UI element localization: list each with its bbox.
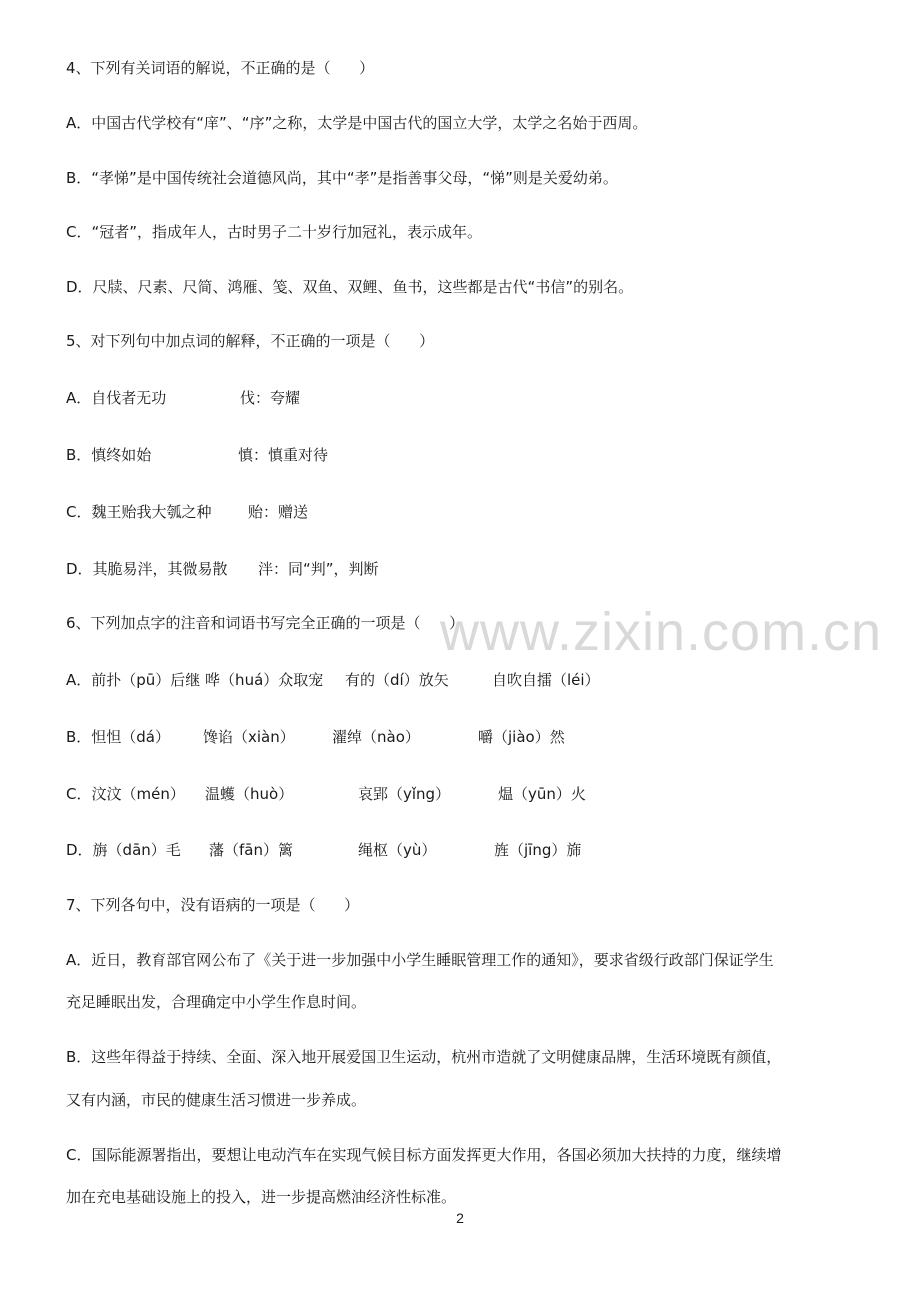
q6-option-b-part2: 馋谄（xiàn） — [203, 728, 295, 746]
q4-option-a: A．中国古代学校有“庠”、“序”之称，太学是中国古代的国立大学，太学之名始于西周。 — [66, 114, 648, 132]
q4-option-b: B．“孝悌”是中国传统社会道德风尚，其中“孝”是指善事父母，“悌”则是关爱幼弟。 — [66, 169, 618, 187]
q6-option-d-part2: 藩（fān）篱 — [209, 841, 293, 859]
q4-option-d: D．尺牍、尺素、尺简、鸿雁、笺、双鱼、双鲤、鱼书，这些都是古代“书信”的别名。 — [66, 278, 634, 296]
q6-option-d-part1: D．旃（dān）毛 — [66, 841, 181, 859]
q5-option-a-text: A．自伐者无功 — [66, 389, 167, 407]
q7-option-c-line2: 加在充电基础设施上的投入，进一步提高燃油经济性标准。 — [66, 1188, 457, 1206]
q6-option-a-part1: A．前扑（pū）后继 哗（huá）众取宠 — [66, 671, 324, 689]
q6-stem: 6、下列加点字的注音和词语书写完全正确的一项是（ ） — [66, 614, 465, 632]
q5-option-b-gloss: 慎：慎重对待 — [238, 446, 329, 464]
q5-option-b-text: B．慎终如始 — [66, 446, 152, 464]
q4-option-c: C．“冠者”，指成年人，古时男子二十岁行加冠礼，表示成年。 — [66, 223, 483, 241]
q5-option-d-text: D．其脆易泮，其微易散 — [66, 560, 228, 578]
q6-option-b-part1: B．怛怛（dá） — [66, 728, 171, 746]
q7-option-b-line1: B．这些年得益于持续、全面、深入地开展爱国卫生运动，杭州市造就了文明健康品牌，生活环境既有颜值， — [66, 1048, 782, 1066]
q5-option-c-text: C．魏王贻我大瓠之种 — [66, 503, 212, 521]
q6-option-d-part4: 旌（jīng）旆 — [494, 841, 582, 859]
q5-stem: 5、对下列句中加点词的解释，不正确的一项是（ ） — [66, 332, 435, 350]
q6-option-c-part3: 哀郢（yǐng） — [358, 785, 451, 803]
q7-option-b-line2: 又有内涵，市民的健康生活习惯进一步养成。 — [66, 1091, 367, 1109]
q5-option-a-gloss: 伐：夸耀 — [240, 389, 301, 407]
q7-option-a-line1: A．近日，教育部官网公布了《关于进一步加强中小学生睡眠管理工作的通知》，要求省级行政部门保证学生 — [66, 951, 774, 969]
q7-option-c-line1: C．国际能源署指出，要想让电动汽车在实现气候目标方面发挥更大作用，各国必须加大扶持的力度，继续增 — [66, 1146, 782, 1164]
q6-option-c-part1: C．汶汶（mén） — [66, 785, 185, 803]
page-number: 2 — [456, 1210, 464, 1226]
q6-option-c-part4: 煴（yūn）火 — [498, 785, 586, 803]
q6-option-d-part3: 绳枢（yù） — [358, 841, 437, 859]
watermark: www.zixin.com.cn — [440, 602, 883, 662]
q7-stem: 7、下列各句中，没有语病的一项是（ ） — [66, 896, 360, 914]
q7-option-a-line2: 充足睡眠出发，合理确定中小学生作息时间。 — [66, 993, 367, 1011]
q6-option-b-part3: 濯绰（nào） — [332, 728, 420, 746]
q5-option-d-gloss: 泮：同“判”，判断 — [258, 560, 379, 578]
q6-option-a-part2: 有的（dí）放矢 — [345, 671, 449, 689]
q6-option-b-part4: 嚼（jiào）然 — [478, 728, 565, 746]
q5-option-c-gloss: 贻：赠送 — [248, 503, 309, 521]
q4-stem: 4、下列有关词语的解说，不正确的是（ ） — [66, 59, 375, 77]
q6-option-a-part3: 自吹自擂（léi） — [492, 671, 600, 689]
q6-option-c-part2: 温蠖（huò） — [205, 785, 294, 803]
